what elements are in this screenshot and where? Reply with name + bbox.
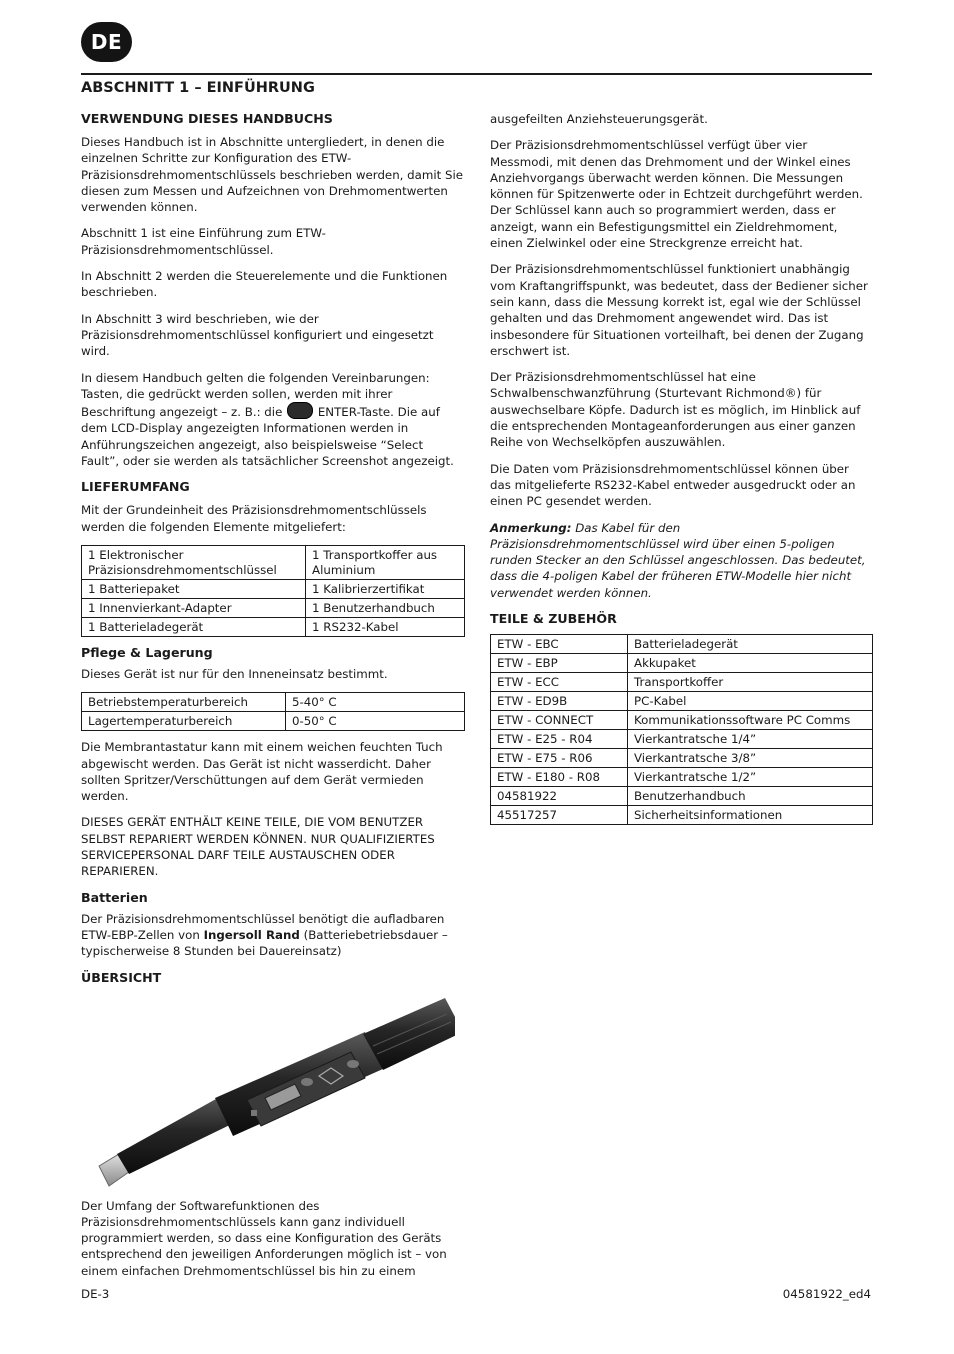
enter-button-icon — [287, 402, 313, 419]
table-cell: PC-Kabel — [628, 692, 873, 711]
note-paragraph — [490, 520, 873, 601]
table-cell: Lagertemperaturbereich — [82, 712, 286, 731]
brand-name: Ingersoll Rand — [203, 927, 300, 942]
table-cell: 1 Innenvierkant-Adapter — [82, 598, 306, 617]
section-title: ABSCHNITT 1 – EINFÜHRUNG — [81, 80, 315, 96]
table-cell: 0-50° C — [286, 712, 465, 731]
paragraph: Der Umfang der Softwarefunktionen des Präzisionsdrehmomentschlüssels kann ganz individuell programmiert werden, so dass eine Konfiguration des Geräts entsprechend den jeweiligen Anforderungen möglich ist – von einem einfachen Drehmomentschlüssel bis hin zu einem — [81, 1198, 447, 1278]
table-cell: ETW - EBP — [491, 654, 628, 673]
paragraph: Der Präzisionsdrehmomentschlüssel verfügt über vier Messmodi, mit denen das Drehmoment und der Winkel eines Anziehvorgangs überwacht werden können. Die Messungen können für Spitzenwerte oder in Echtzeit durchgeführt werden. Der Schlüssel kann auch so programmiert werden, dass er anzeigt, wann ein Befestigungsmittel ein Zieldrehmoment, einen Zielwinkel oder eine Streckgrenze erreicht hat. — [490, 138, 863, 251]
parts-table — [490, 634, 873, 825]
document-number: 04581922_ed4 — [782, 1287, 871, 1301]
paragraph: Mit der Grundeinheit des Präzisionsdrehmomentschlüssels werden die folgenden Elemente mitgeliefert: — [81, 503, 427, 534]
table-row — [82, 693, 465, 712]
heading-lieferumfang: LIEFERUMFANG — [81, 479, 190, 495]
paragraph: Abschnitt 1 ist eine Einführung zum ETW-Präzisionsdrehmomentschlüssel. — [81, 226, 326, 257]
paragraph: Die Daten vom Präzisionsdrehmomentschlüssel können über das mitgelieferte RS232-Kabel entweder ausgedruckt oder an einen PC gesendet werden. — [490, 461, 856, 509]
header-rule — [81, 73, 872, 75]
table-cell: 1 Transportkoffer aus Aluminium — [306, 545, 465, 579]
table-cell: 1 Kalibrierzertifikat — [306, 579, 465, 598]
table-cell: 45517257 — [491, 806, 628, 825]
language-badge: DE — [81, 22, 132, 62]
table-row — [491, 768, 873, 787]
table-row — [82, 712, 465, 731]
table-row — [82, 545, 465, 579]
table-row — [491, 749, 873, 768]
table-cell: ETW - EBC — [491, 635, 628, 654]
table-cell: Vierkantratsche 1/4” — [628, 730, 873, 749]
table-cell: Sicherheitsinformationen — [628, 806, 873, 825]
table-cell: 1 RS232-Kabel — [306, 617, 465, 636]
table-cell: ETW - ED9B — [491, 692, 628, 711]
text: (Batteriebetriebsdauer – typischerweise 8 Stunden bei Dauereinsatz) — [81, 927, 448, 959]
paragraph: In Abschnitt 3 wird beschrieben, wie der Präzisionsdrehmomentschlüssel konfiguriert und eingesetzt wird. — [81, 311, 434, 359]
paragraph: Dieses Handbuch ist in Abschnitte untergliedert, in denen die einzelnen Schritte zur Konfiguration des ETW-Präzisionsdrehmomentschlüssels beschrieben werden, damit Sie diesen zum Messen und Aufzeichnen von Drehmomentwerten verwenden können. — [81, 135, 464, 215]
table-cell: Akkupaket — [628, 654, 873, 673]
table-cell: 1 Batteriepaket — [82, 579, 306, 598]
table-row — [82, 598, 465, 617]
text: ENTER-Taste. Die auf dem LCD-Display angezeigten Informationen werden in Anführungszeichen angezeigt, also beispielsweise “Select Fault”, oder sie werden als tatsächlicher Screenshot angezeigt. — [81, 405, 454, 469]
warning-paragraph: DIESES GERÄT ENTHÄLT KEINE TEILE, DIE VOM BENUTZER SELBST REPARIERT WERDEN KÖNNEN. NUR QUALIFIZIERTES SERVICEPERSONAL DARF TEILE AUSTAUSCHEN ODER REPARIEREN. — [81, 815, 435, 879]
paragraph: Dieses Gerät ist nur für den Inneneinsatz bestimmt. — [81, 666, 388, 681]
table-row — [82, 579, 465, 598]
table-cell: 1 Batterieladegerät — [82, 617, 306, 636]
delivery-table — [81, 545, 465, 637]
page-number: DE-3 — [81, 1287, 110, 1301]
battery-paragraph — [81, 911, 465, 960]
table-cell: 1 Benutzerhandbuch — [306, 598, 465, 617]
heading-overview: ÜBERSICHT — [81, 969, 162, 985]
paragraph: Der Präzisionsdrehmomentschlüssel funktioniert unabhängig vom Kraftangriffspunkt, was bedeutet, dass der Bediener sicher sein kann, dass die Messung korrekt ist, egal wie der Schlüssel gehalten und das Drehmoment angewendet wird. Das ist insbesondere für Situationen vorteilhaft, bei denen der Zugang erschwert ist. — [490, 262, 868, 358]
temperature-table — [81, 692, 465, 731]
table-cell: 5-40° C — [286, 693, 465, 712]
table-row — [491, 654, 873, 673]
table-row — [491, 711, 873, 730]
paragraph: Die Membrantastatur kann mit einem weichen feuchten Tuch abgewischt werden. Das Gerät ist nicht wasserdicht. Daher sollten Spritzer/Verschüttungen auf dem Gerät vermieden werden. — [81, 740, 443, 804]
table-row — [491, 692, 873, 711]
table-cell: Benutzerhandbuch — [628, 787, 873, 806]
table-cell: 1 Elektronischer Präzisionsdrehmomentschlüssel — [82, 545, 306, 579]
table-cell: ETW - ECC — [491, 673, 628, 692]
heading-teile: TEILE & ZUBEHÖR — [490, 611, 617, 627]
paragraph: ausgefeilten Anziehsteuerungsgerät. — [490, 112, 708, 126]
text: Der Präzisionsdrehmomentschlüssel benötigt die aufladbaren ETW-EBP-Zellen von — [81, 911, 445, 942]
table-row — [491, 635, 873, 654]
table-row — [491, 787, 873, 806]
note-label: Anmerkung: — [490, 520, 572, 535]
left-column — [81, 111, 465, 1289]
table-cell: ETW - E25 - R04 — [491, 730, 628, 749]
table-cell: Vierkantratsche 3/8” — [628, 749, 873, 768]
torque-wrench-image — [95, 994, 455, 1194]
table-row — [491, 673, 873, 692]
conventions-paragraph — [81, 370, 465, 470]
heading-batterien: Batterien — [81, 889, 148, 905]
table-cell: ETW - E75 - R06 — [491, 749, 628, 768]
table-cell: Vierkantratsche 1/2” — [628, 768, 873, 787]
table-cell: Transportkoffer — [628, 673, 873, 692]
table-cell: Betriebstemperaturbereich — [82, 693, 286, 712]
heading-usage: VERWENDUNG DIESES HANDBUCHS — [81, 111, 333, 126]
heading-pflege: Pflege & Lagerung — [81, 644, 213, 660]
table-row — [491, 730, 873, 749]
table-cell: ETW - CONNECT — [491, 711, 628, 730]
table-cell: Kommunikationssoftware PC Comms — [628, 711, 873, 730]
table-cell: ETW - E180 - R08 — [491, 768, 628, 787]
table-row — [82, 617, 465, 636]
paragraph: Der Präzisionsdrehmomentschlüssel hat eine Schwalbenschwanzführung (Sturtevant Richmond®) für auswechselbare Köpfe. Dadurch ist es möglich, im Hinblick auf die entsprechenden Montageanforderungen aus einer ganzen Reihe von Wechselköpfen auszuwählen. — [490, 370, 861, 450]
table-cell: 04581922 — [491, 787, 628, 806]
table-cell: Batterieladegerät — [628, 635, 873, 654]
table-row — [491, 806, 873, 825]
text: In diesem Handbuch gelten die folgenden Vereinbarungen: Tasten, die gedrückt werden sollen, werden mit ihrer Beschriftung angezeigt – z. B.: die — [81, 370, 430, 420]
note-text: Das Kabel für den Präzisionsdrehmomentschlüssel wird über einen 5-poligen runden Stecker an den Schlüssel angeschlossen. Das bedeutet, dass die 4-poligen Kabel der früheren ETW-Modelle hier nicht verwendet werden können. — [490, 520, 866, 600]
paragraph: In Abschnitt 2 werden die Steuerelemente und die Funktionen beschrieben. — [81, 269, 448, 300]
right-column — [490, 111, 873, 833]
